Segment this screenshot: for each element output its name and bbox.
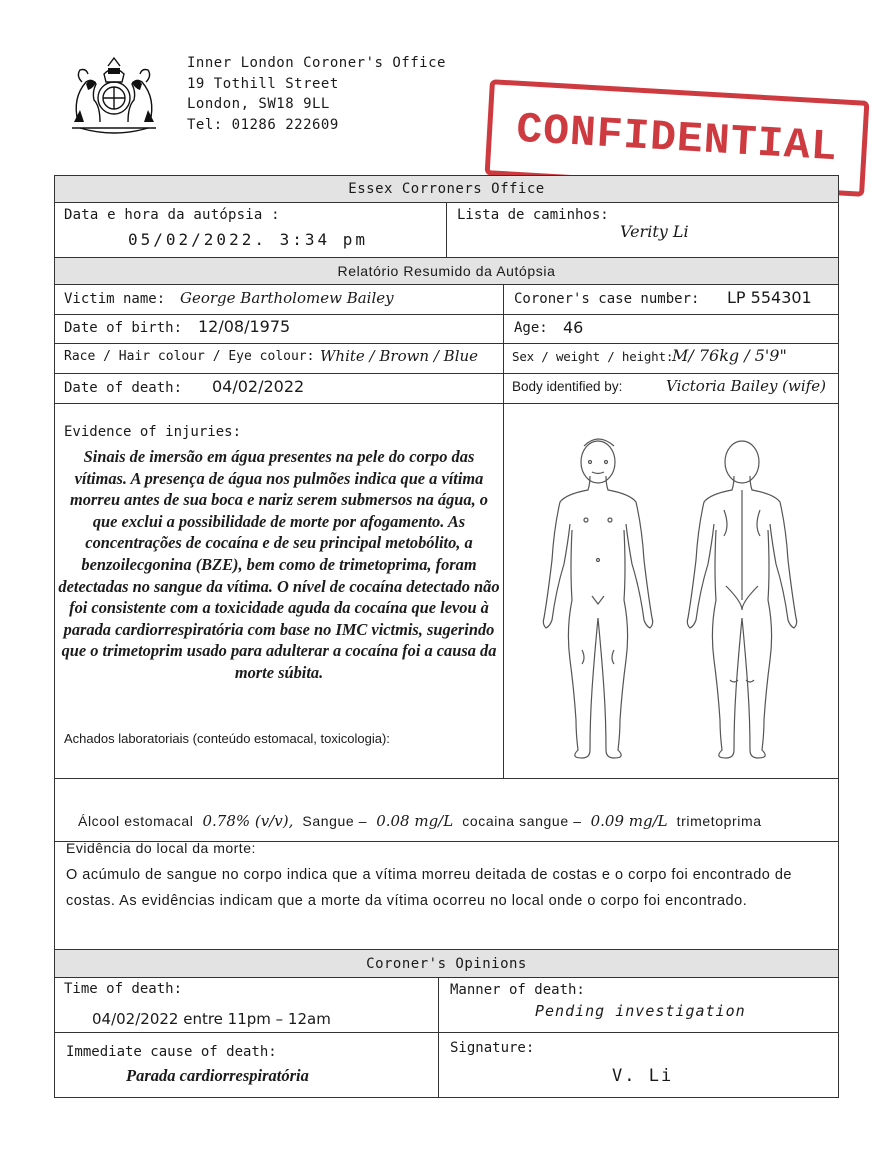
- dod-label: Date of death:: [64, 380, 183, 396]
- dob-value: 12/08/1975: [198, 317, 291, 336]
- local-label: Evidência do local da morte:: [66, 840, 256, 856]
- lab-sangue-value: 0.08 mg/L: [376, 812, 454, 830]
- time-of-death-label: Time of death:: [64, 981, 183, 997]
- local-text: O acúmulo de sangue no corpo indica que a vítima morreu deitada de costas e o corpo foi encontrado de costas. As evidências indicam que a morte da vítima ocorreu no local onde o corpo foi encontrado.: [66, 867, 792, 909]
- time-of-death-value: 04/02/2022 entre 11pm – 12am: [92, 1010, 331, 1028]
- case-number-value: LP 554301: [727, 288, 812, 307]
- body-diagram: [520, 430, 820, 770]
- lab-findings-label: Achados laboratoriais (conteúdo estomacal, toxicologia):: [64, 731, 390, 746]
- back-figure: [687, 441, 796, 758]
- cause-of-death-label: Immediate cause of death:: [66, 1044, 277, 1060]
- signature-value: V. Li: [612, 1066, 674, 1086]
- sex-value: M/ 76kg / 5'9": [672, 346, 787, 365]
- office-tel: Tel: 01286 222609: [187, 116, 339, 133]
- lab-cocaina-label: cocaina sangue –: [462, 813, 582, 829]
- manner-of-death-value: Pending investigation: [535, 1002, 746, 1020]
- royal-coat-of-arms-icon: [58, 52, 170, 134]
- lab-alcool-value: 0.78% (v/v),: [202, 812, 294, 830]
- office-city: London, SW18 9LL: [187, 96, 330, 112]
- office-band-title: Essex Corroners Office: [348, 181, 545, 197]
- office-name: Inner London Coroner's Office: [187, 55, 446, 71]
- summary-band: [55, 257, 838, 285]
- race-label: Race / Hair colour / Eye colour:: [64, 349, 315, 364]
- identified-value: Victoria Bailey (wife): [666, 377, 826, 395]
- front-figure: [543, 439, 652, 758]
- signature-label: Signature:: [450, 1040, 535, 1056]
- autopsy-datetime-label: Data e hora da autópsia :: [64, 207, 280, 223]
- age-label: Age:: [514, 320, 548, 336]
- age-value: 46: [563, 318, 584, 337]
- victim-name-label: Victim name:: [64, 291, 166, 307]
- victim-name-value: George Bartholomew Bailey: [180, 289, 394, 307]
- race-value: White / Brown / Blue: [320, 347, 479, 365]
- opinions-band: [55, 949, 838, 978]
- manner-of-death-label: Manner of death:: [450, 982, 585, 998]
- sex-label: Sex / weight / height:: [512, 349, 674, 364]
- summary-band-title: Relatório Resumido da Autópsia: [337, 263, 556, 279]
- case-number-label: Coroner's case number:: [514, 291, 700, 307]
- office-address: [187, 53, 446, 135]
- dod-value: 04/02/2022: [212, 377, 305, 396]
- injuries-label: Evidence of injuries:: [64, 424, 242, 440]
- opinions-band-title: Coroner's Opinions: [366, 955, 527, 972]
- identified-label: Body identified by:: [512, 379, 623, 394]
- path-list-label: Lista de caminhos:: [457, 207, 609, 223]
- autopsy-datetime-value: 05/02/2022. 3:34 pm: [128, 230, 369, 249]
- dob-label: Date of birth:: [64, 320, 183, 336]
- office-street: 19 Tothill Street: [187, 75, 339, 92]
- injuries-text: Sinais de imersão em água presentes na pele do corpo das vítimas. A presença de água nos pulmões indica que a vítima morreu antes de sua boca e nariz serem submersos na água, o que exclui a possibilidade de morte por afogamento. As concentrações de cocaína e de seu principal metobólito, a benzoilecgonina (BZE), bem como de trimetoprima, foram detectadas no sangue da vítima. O nível de cocaína detectado não foi consistente com a toxicidade aguda da cocaína que levou à parada cardiorrespiratória com base no IMC victmis, sugerindo que o trimetoprim usado para adulterar a cocaína foi a causa da morte súbita.: [58, 447, 500, 682]
- lab-alcool-label: Álcool estomacal: [78, 813, 194, 829]
- office-band: [55, 176, 838, 203]
- confidential-stamp: CONFIDENTIAL: [485, 79, 870, 197]
- cause-of-death-value: Parada cardiorrespiratória: [126, 1066, 309, 1085]
- lab-cocaina-value: 0.09 mg/L: [590, 812, 668, 830]
- lab-sangue-label: Sangue –: [302, 813, 368, 829]
- lab-findings-values: [78, 812, 762, 830]
- path-list-value: Verity Li: [620, 222, 689, 241]
- lab-trimetoprima: trimetoprima: [676, 813, 762, 829]
